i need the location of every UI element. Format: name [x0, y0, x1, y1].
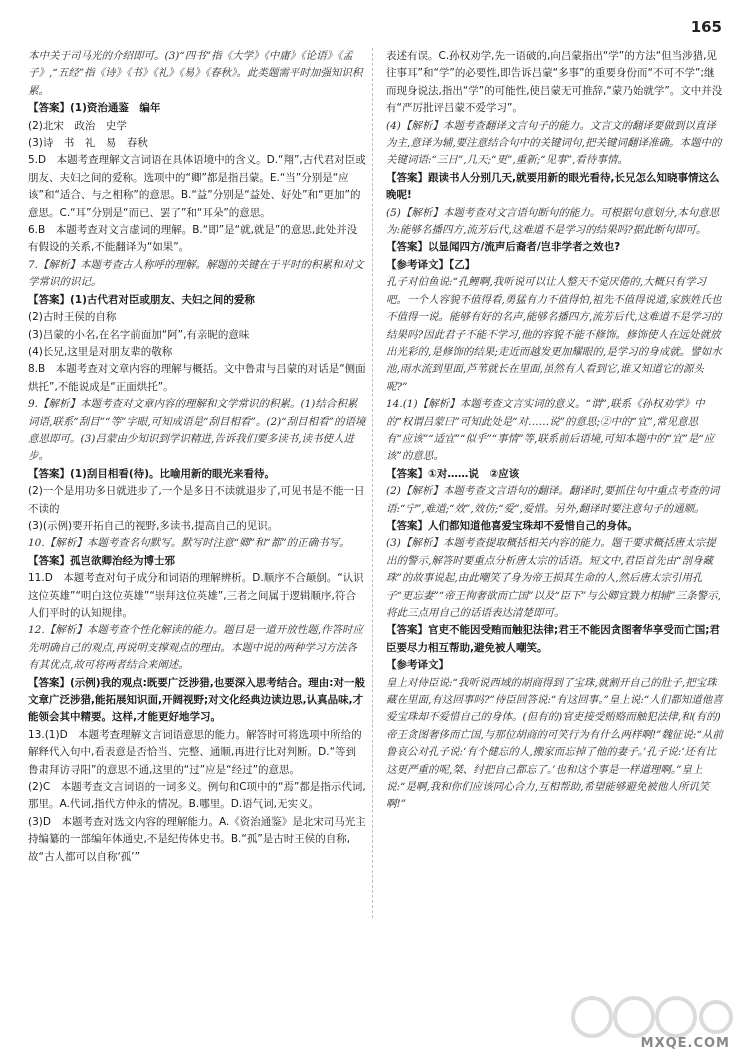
text-paragraph: 【答案】(1)古代君对臣或朋友、夫妇之间的爱称 — [28, 293, 255, 306]
text-paragraph: 5.D 本题考查理解文言词语在具体语境中的含义。D.“翔”,古代君对臣或朋友、夫妇之间的爱称。选项中的“卿”都是指吕蒙。E.“当”分别是“应该”和“适合、与之相称”的意思。B.“益”分别是“益处、好处”和“更加”的意思。C.“耳”分别是“而已、罢了”和“耳朵”的意思。 — [28, 154, 366, 219]
text-paragraph: 【参考译文】【乙】 — [386, 258, 476, 271]
text-paragraph: (4)【解析】本题考查翻译文言句子的能力。文言文的翻译要做到以直译为主,意译为辅,要注意结合句中的关键词句,把关键词翻译准确。本题中的关键词语:“三日”,几天;“更”,重新;“见事”,看待事情。 — [386, 119, 722, 167]
text-paragraph: 【答案】(1)资治通鉴 编年 — [28, 102, 161, 115]
text-paragraph: 本中关于司马光的介绍即可。(3)“四书”指《大学》《中庸》《论语》《孟子》,“五经”指《诗》《书》《礼》《易》《春秋》。此类题需平时加强知识积累。 — [28, 50, 363, 97]
text-paragraph: 【答案】官吏不能因受贿而触犯法律;君王不能因贪图奢华享受而亡国;君臣要尽力相互帮助,避免被人嘲笑。 — [386, 624, 720, 654]
text-paragraph: 【答案】以显闻四方/流声后裔者/岂非学者之效也? — [386, 241, 621, 254]
text-paragraph: 皇上对侍臣说:“我听说西域的胡商得到了宝珠,就割开自己的肚子,把宝珠藏在里面,有这回事吗?”侍臣回答说:“有这回事。”皇上说:“人们都知道他喜爱宝珠却不爱惜自己的身体。(但有的)官吏接受贿赂而触犯法律,和(有的)帝王贪图奢侈而亡国,与那位胡商的可笑行为有什么两样啊!”魏征说:“从前鲁哀公对孔子说:‘有个健忘的人,搬家而忘掉了他的妻子。’孔子说:‘还有比这更严重的呢,桀、纣把自己都忘了。’也和这个事是一样道理啊。”皇上说:“是啊,我和你们应该同心合力,互相帮助,希望能够避免被他人所讥笑啊!” — [386, 676, 723, 811]
text-paragraph: (2)一个是用功多日就进步了,一个是多日不读就退步了,可见书是不能一日不读的 — [28, 485, 365, 515]
text-paragraph: 【答案】跟读书人分别几天,就要用新的眼光看待,长兄怎么知晓事情这么晚呢! — [386, 171, 720, 202]
right-column — [386, 48, 724, 814]
text-paragraph: 表述有误。C.孙权劝学,先一语破的,向吕蒙指出“学”的方法“但当涉猎,见往事耳”和“学”的必要性,即告诉吕蒙“多事”的重要身份而“不可不学”;继而现身说法,指出“学”的可能性,使吕蒙无可推辞,“蒙乃始就学”。文中并没有“严厉批评吕蒙不爱学习”。 — [386, 50, 723, 115]
text-paragraph: 12.【解析】本题考查个性化解读的能力。题目是一道开放性题,作答时应先明确自己的观点,再说明支撑观点的理由。本题中说的两种学习方法各有其优点,故可将两者结合来阐述。 — [28, 624, 364, 672]
text-paragraph: 【参考译文】 — [386, 659, 449, 672]
watermark-text: MXQE.COM — [640, 1036, 730, 1051]
column-divider — [372, 48, 373, 918]
text-paragraph: 10.【解析】本题考查名句默写。默写时注意“卿”和“都”的正确书写。 — [28, 537, 350, 550]
text-paragraph: 11.D 本题考查对句子成分和词语的理解辨析。D.顺序不合颠倒。“认识这位英雄”“明白这位英雄”“崇拜这位英雄”,三者之间属于逻辑顺序,符合人们平时的认知规律。 — [28, 572, 364, 619]
text-paragraph: (2)C 本题考查文言词语的一词多义。例句和C项中的“焉”都是指示代词,那里。A.代词,指代方仲永的情况。B.哪里。D.语气词,无实义。 — [28, 781, 366, 811]
text-paragraph: 6.B 本题考查对文言虚词的理解。B.“即”是“就,就是”的意思,此处并没有假设的关系,不能翻译为“如果”。 — [28, 224, 358, 254]
text-paragraph: 【答案】孤岂欲卿治经为博士邪 — [28, 554, 175, 567]
page-number: 165 — [690, 18, 722, 36]
text-paragraph: 【答案】①对……说 ②应该 — [386, 467, 520, 480]
text-paragraph: (3)(示例)要开拓自己的视野,多读书,提高自己的见识。 — [28, 519, 279, 532]
text-paragraph: 9.【解析】本题考查对文章内容的理解和文学常识的积累。(1)结合积累词语,联系“刮目”“等”字眼,可知成语是“刮目相看”。(2)“刮目相看”的语境意思即可。(3)吕蒙由少知识到学识精进,告诉我们要多读书,读书使人进步。 — [28, 398, 366, 463]
text-paragraph: (2)【解析】本题考查文言语句的翻译。翻译时,要抓住句中重点考查的词语:“宁”,难道;“效”,效仿;“爱”,爱惜。另外,翻译时要注意句子的通顺。 — [386, 485, 720, 515]
left-column — [28, 48, 366, 866]
text-paragraph: (5)【解析】本题考查对文言语句断句的能力。可根据句意划分,本句意思为:能够名播四方,流芳后代,这难道不是学习的结果吗?据此断句即可。 — [386, 206, 720, 237]
text-paragraph: (3)吕蒙的小名,在名字前面加“阿”,有亲昵的意味 — [28, 328, 250, 341]
text-paragraph: 【答案】人们都知道他喜爱宝珠却不爱惜自己的身体。 — [386, 519, 638, 532]
text-paragraph: 【答案】(1)刮目相看(待)。比喻用新的眼光来看待。 — [28, 467, 276, 480]
text-paragraph: (3)【解析】本题考查提取概括相关内容的能力。题干要求概括唐太宗提出的警示,解答时要重点分析唐太宗的话语。短文中,君臣首先由“剖身藏珠”的故事说起,由此嘲笑了身为帝王损其生命的人,然后唐太宗引用孔子“更忘妻”“帝王徇奢欲而亡国”以及“臣下”与公卿宜戮力相辅”三条警示,将此三点用自己的话语表达清楚即可。 — [386, 537, 721, 619]
text-paragraph: 8.B 本题考查对文章内容的理解与概括。文中鲁肃与吕蒙的对话是“侧面烘托”,不能说成是“正面烘托”。 — [28, 363, 366, 393]
text-paragraph: 14.(1)【解析】本题考查文言实词的意义。“谓”,联系《孙权劝学》中的“权谓吕蒙曰”可知此处是“对……说”的意思;②中的“宜”,常见意思有“应该”“适宜”“似乎”“事情”等,联系前后语境,可知本题中的“宜”是“应该”的意思。 — [386, 398, 715, 463]
text-paragraph: (2)北宋 政治 史学 — [28, 119, 127, 132]
text-paragraph: (4)长兄,这里是对朋友辈的敬称 — [28, 345, 173, 358]
text-paragraph: 13.(1)D 本题考查理解文言词语意思的能力。解答时可将选项中所给的解释代入句中,看表意是否恰当、完整、通顺,再进行比对判断。D.“等到鲁肃拜访寻阳”的意思不通,这里的“过”应是“经过”的意思。 — [28, 728, 362, 776]
text-paragraph: 【答案】(示例)我的观点:既要广泛涉猎,也要深入思考结合。理由:对一般文章广泛涉猎,能拓展知识面,开阔视野;对文化经典边读边思,认真品味,才能领会其中精要。这样,才能更好地学习。 — [28, 676, 365, 724]
text-paragraph: 7.【解析】本题考查古人称呼的理解。解题的关键在于平时的积累和对文学常识的识记。 — [28, 258, 364, 289]
text-paragraph: (3)D 本题考查对选文内容的理解能力。A.《资治通鉴》是北宋司马光主持编纂的一部编年体通史,不是纪传体史书。B.“孤”是古时王侯的自称,故“古人都可以自称‘孤’” — [28, 815, 366, 863]
text-paragraph: (3)诗 书 礼 易 春秋 — [28, 137, 148, 150]
text-paragraph: (2)古时王侯的自称 — [28, 311, 117, 324]
text-paragraph: 孔子对伯鱼说:“孔鲤啊,我听说可以让人整天不觉厌倦的,大概只有学习吧。一个人容貌不值得看,勇猛有力不值得怕,祖先不值得说道,家族姓氏也不值得一说。能够有好的名声,能够名播四方,流芳后代,这难道不是学习的结果吗?因此君子不能不学习,他的容貌不能不修饰。修饰使人在远处就放出光彩的,是修饰的结果;走近而越发更加耀眼的,是学习的身成就。譬如水池,雨水流到里面,芦苇就长在里面,虽然有人看到它,谁又知道它的源头呢?” — [386, 276, 722, 393]
